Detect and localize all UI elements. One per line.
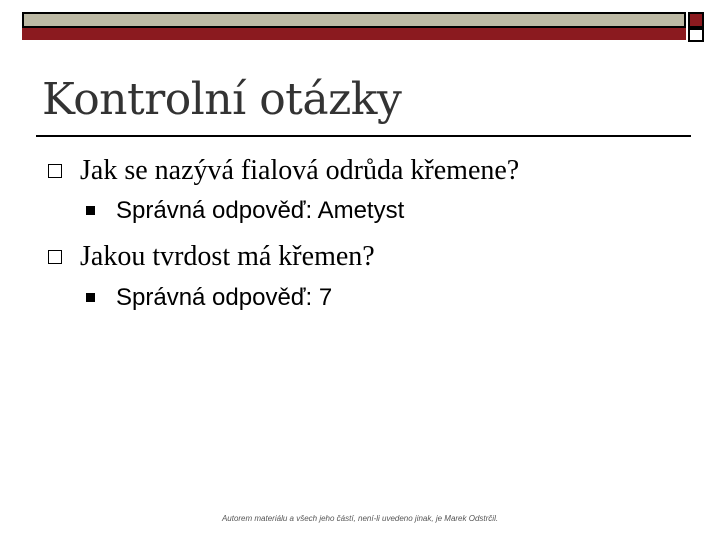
header-bar-top — [22, 12, 686, 28]
slide-title: Kontrolní otázky — [42, 74, 402, 125]
filled-square-bullet-icon — [86, 206, 95, 215]
filled-square-bullet-icon — [86, 293, 95, 302]
title-divider — [36, 135, 691, 137]
footer-credit: Autorem materiálu a všech jeho částí, není-li uvedeno jinak, je Marek Odstrčil. — [221, 514, 499, 523]
answer-2: Správná odpověď: 7 — [116, 284, 333, 311]
corner-square-icon — [688, 12, 704, 28]
question-2: Jakou tvrdost má křemen? — [80, 241, 375, 272]
header-bar-red — [22, 28, 686, 40]
hollow-square-bullet-icon — [48, 250, 62, 264]
corner-square-outline-icon — [688, 28, 704, 42]
question-1: Jak se nazývá fialová odrůda křemene? — [80, 155, 520, 186]
answer-1: Správná odpověď: Ametyst — [116, 197, 405, 224]
hollow-square-bullet-icon — [48, 164, 62, 178]
